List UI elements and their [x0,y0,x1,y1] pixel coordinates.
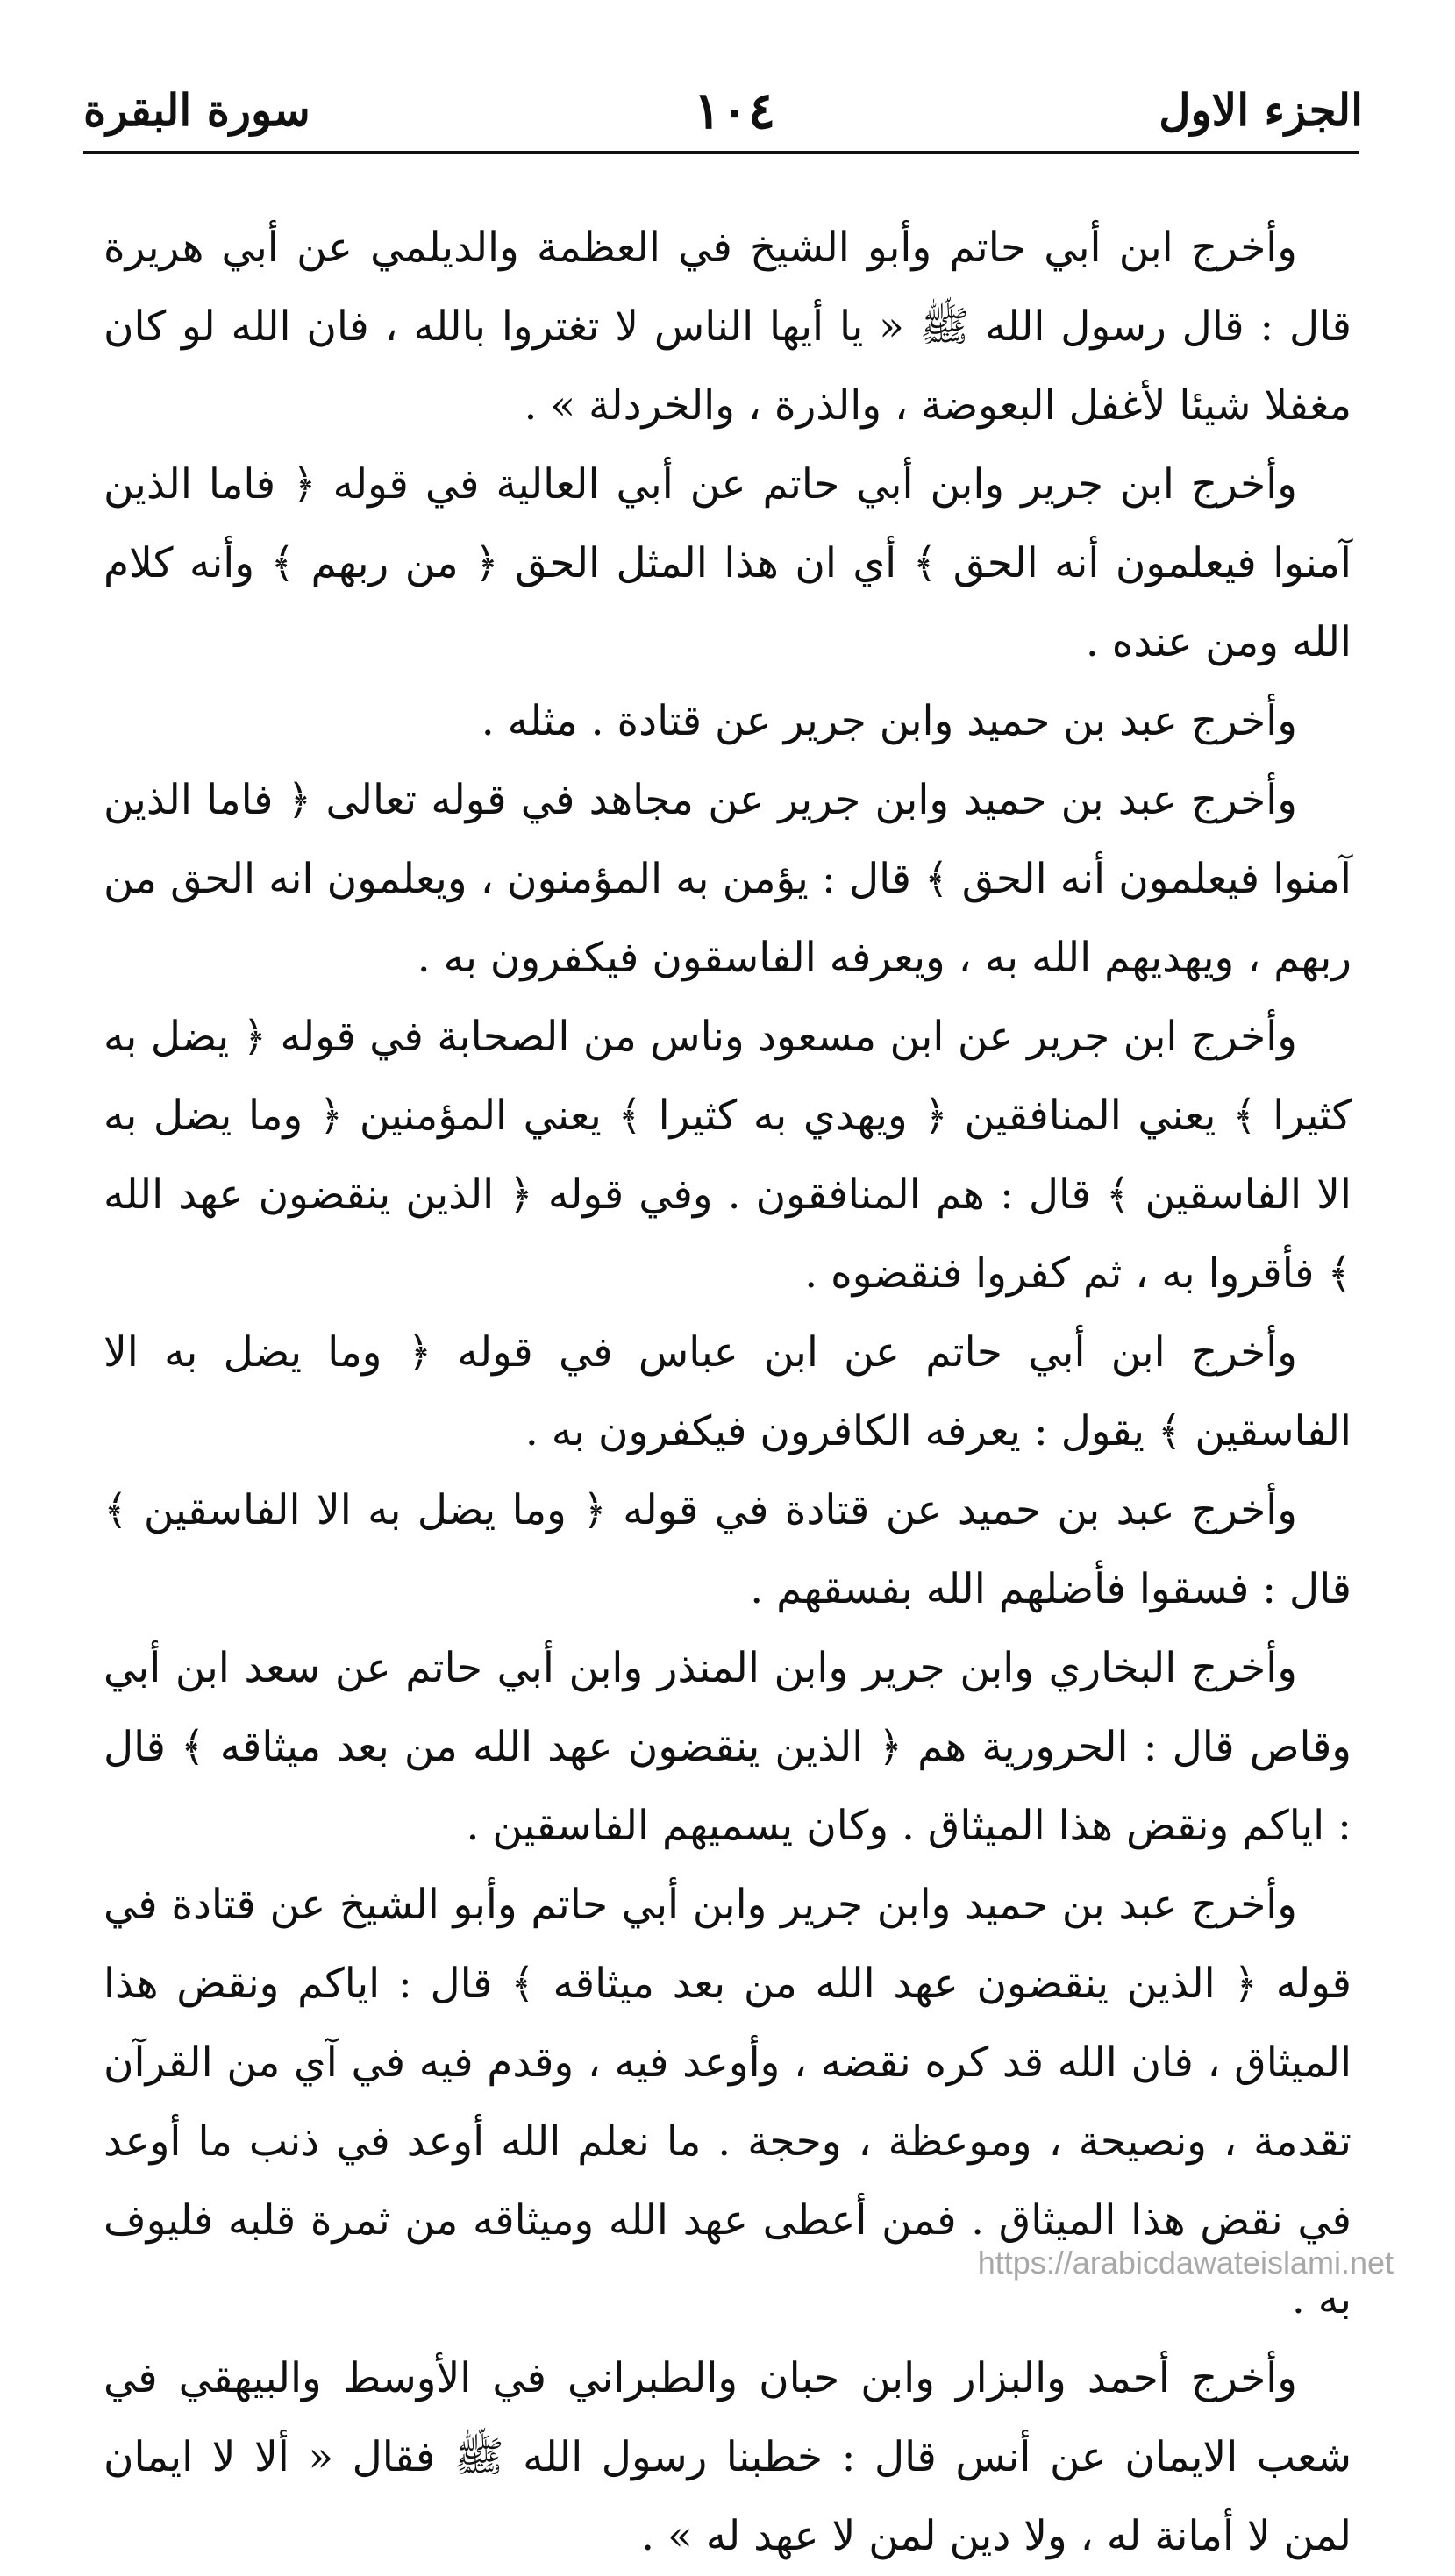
page-body [103,209,1352,2576]
surah-label: سورة البقرة [83,84,310,136]
paragraph: وأخرج ابن أبي حاتم وأبو الشيخ في العظمة والديلمي عن أبي هريرة قال : قال رسول الله ﷺ « يا أيها الناس لا تغتروا بالله ، فان الله لو كان مغفلا شيئا لأغفل البعوضة ، والذرة ، والخردلة » . [103,224,1352,430]
paragraph: وأخرج البخاري وابن جرير وابن المنذر وابن أبي حاتم عن سعد ابن أبي وقاص قال : الحرورية هم ﴿ الذين ينقضون عهد الله من بعد ميثاقه ﴾ قال : اياكم ونقض هذا الميثاق . وكان يسميهم الفاسقين . [103,1644,1352,1850]
running-header [83,68,1363,152]
paragraph: وأخرج عبد بن حميد وابن جرير وابن أبي حاتم وأبو الشيخ عن قتادة في قوله ﴿ الذين ينقضون عهد الله من بعد ميثاقه ﴾ قال : اياكم ونقض هذا الميثاق ، فان الله قد كره نقضه ، وأوعد فيه ، وقدم فيه في آي من القرآن تقدمة ، ونصيحة ، وموعظة ، وحجة . ما نعلم الله أوعد في ذنب ما أوعد في نقض هذا الميثاق . فمن أعطى عهد الله وميثاقه من ثمرة قلبه فليوف به . [103,1881,1352,2323]
page-number: ١٠٤ [693,80,776,140]
paragraph: وأخرج عبد بن حميد عن قتادة في قوله ﴿ وما يضل به الا الفاسقين ﴾ قال : فسقوا فأضلهم الله بفسقهم . [103,1486,1352,1613]
paragraph: وأخرج ابن أبي حاتم عن ابن عباس في قوله ﴿ وما يضل به الا الفاسقين ﴾ يقول : يعرفه الكافرون فيكفرون به . [103,1328,1352,1455]
paragraph: وأخرج أحمد والبزار وابن حبان والطبراني في الأوسط والبيهقي في شعب الايمان عن أنس قال : خطبنا رسول الله ﷺ فقال « ألا لا ايمان لمن لا أمانة له ، ولا دين لمن لا عهد له » . [103,2354,1352,2560]
paragraph: وأخرج ابن جرير عن ابن مسعود وناس من الصحابة في قوله ﴿ يضل به كثيرا ﴾ يعني المنافقين ﴿ ويهدي به كثيرا ﴾ يعني المؤمنين ﴿ وما يضل به الا الفاسقين ﴾ قال : هم المنافقون . وفي قوله ﴿ الذين ينقضون عهد الله ﴾ فأقروا به ، ثم كفروا فنقضوه . [103,1013,1352,1298]
watermark-url: https://arabicdawateislami.net [977,2245,1394,2281]
paragraph: وأخرج عبد بن حميد وابن جرير عن مجاهد في قوله تعالى ﴿ فاما الذين آمنوا فيعلمون أنه الحق ﴾ قال : يؤمن به المؤمنون ، ويعلمون انه الحق من ربهم ، ويهديهم الله به ، ويعرفه الفاسقون فيكفرون به . [103,776,1352,982]
header-rule [83,151,1359,154]
volume-label: الجزء الاول [1159,84,1363,136]
paragraph: وأخرج ابن جرير وابن أبي حاتم عن أبي العالية في قوله ﴿ فاما الذين آمنوا فيعلمون أنه الحق ﴾ أي ان هذا المثل الحق ﴿ من ربهم ﴾ وأنه كلام الله ومن عنده . [103,460,1352,666]
paragraph: وأخرج عبد بن حميد وابن جرير عن قتادة . مثله . [481,697,1297,745]
